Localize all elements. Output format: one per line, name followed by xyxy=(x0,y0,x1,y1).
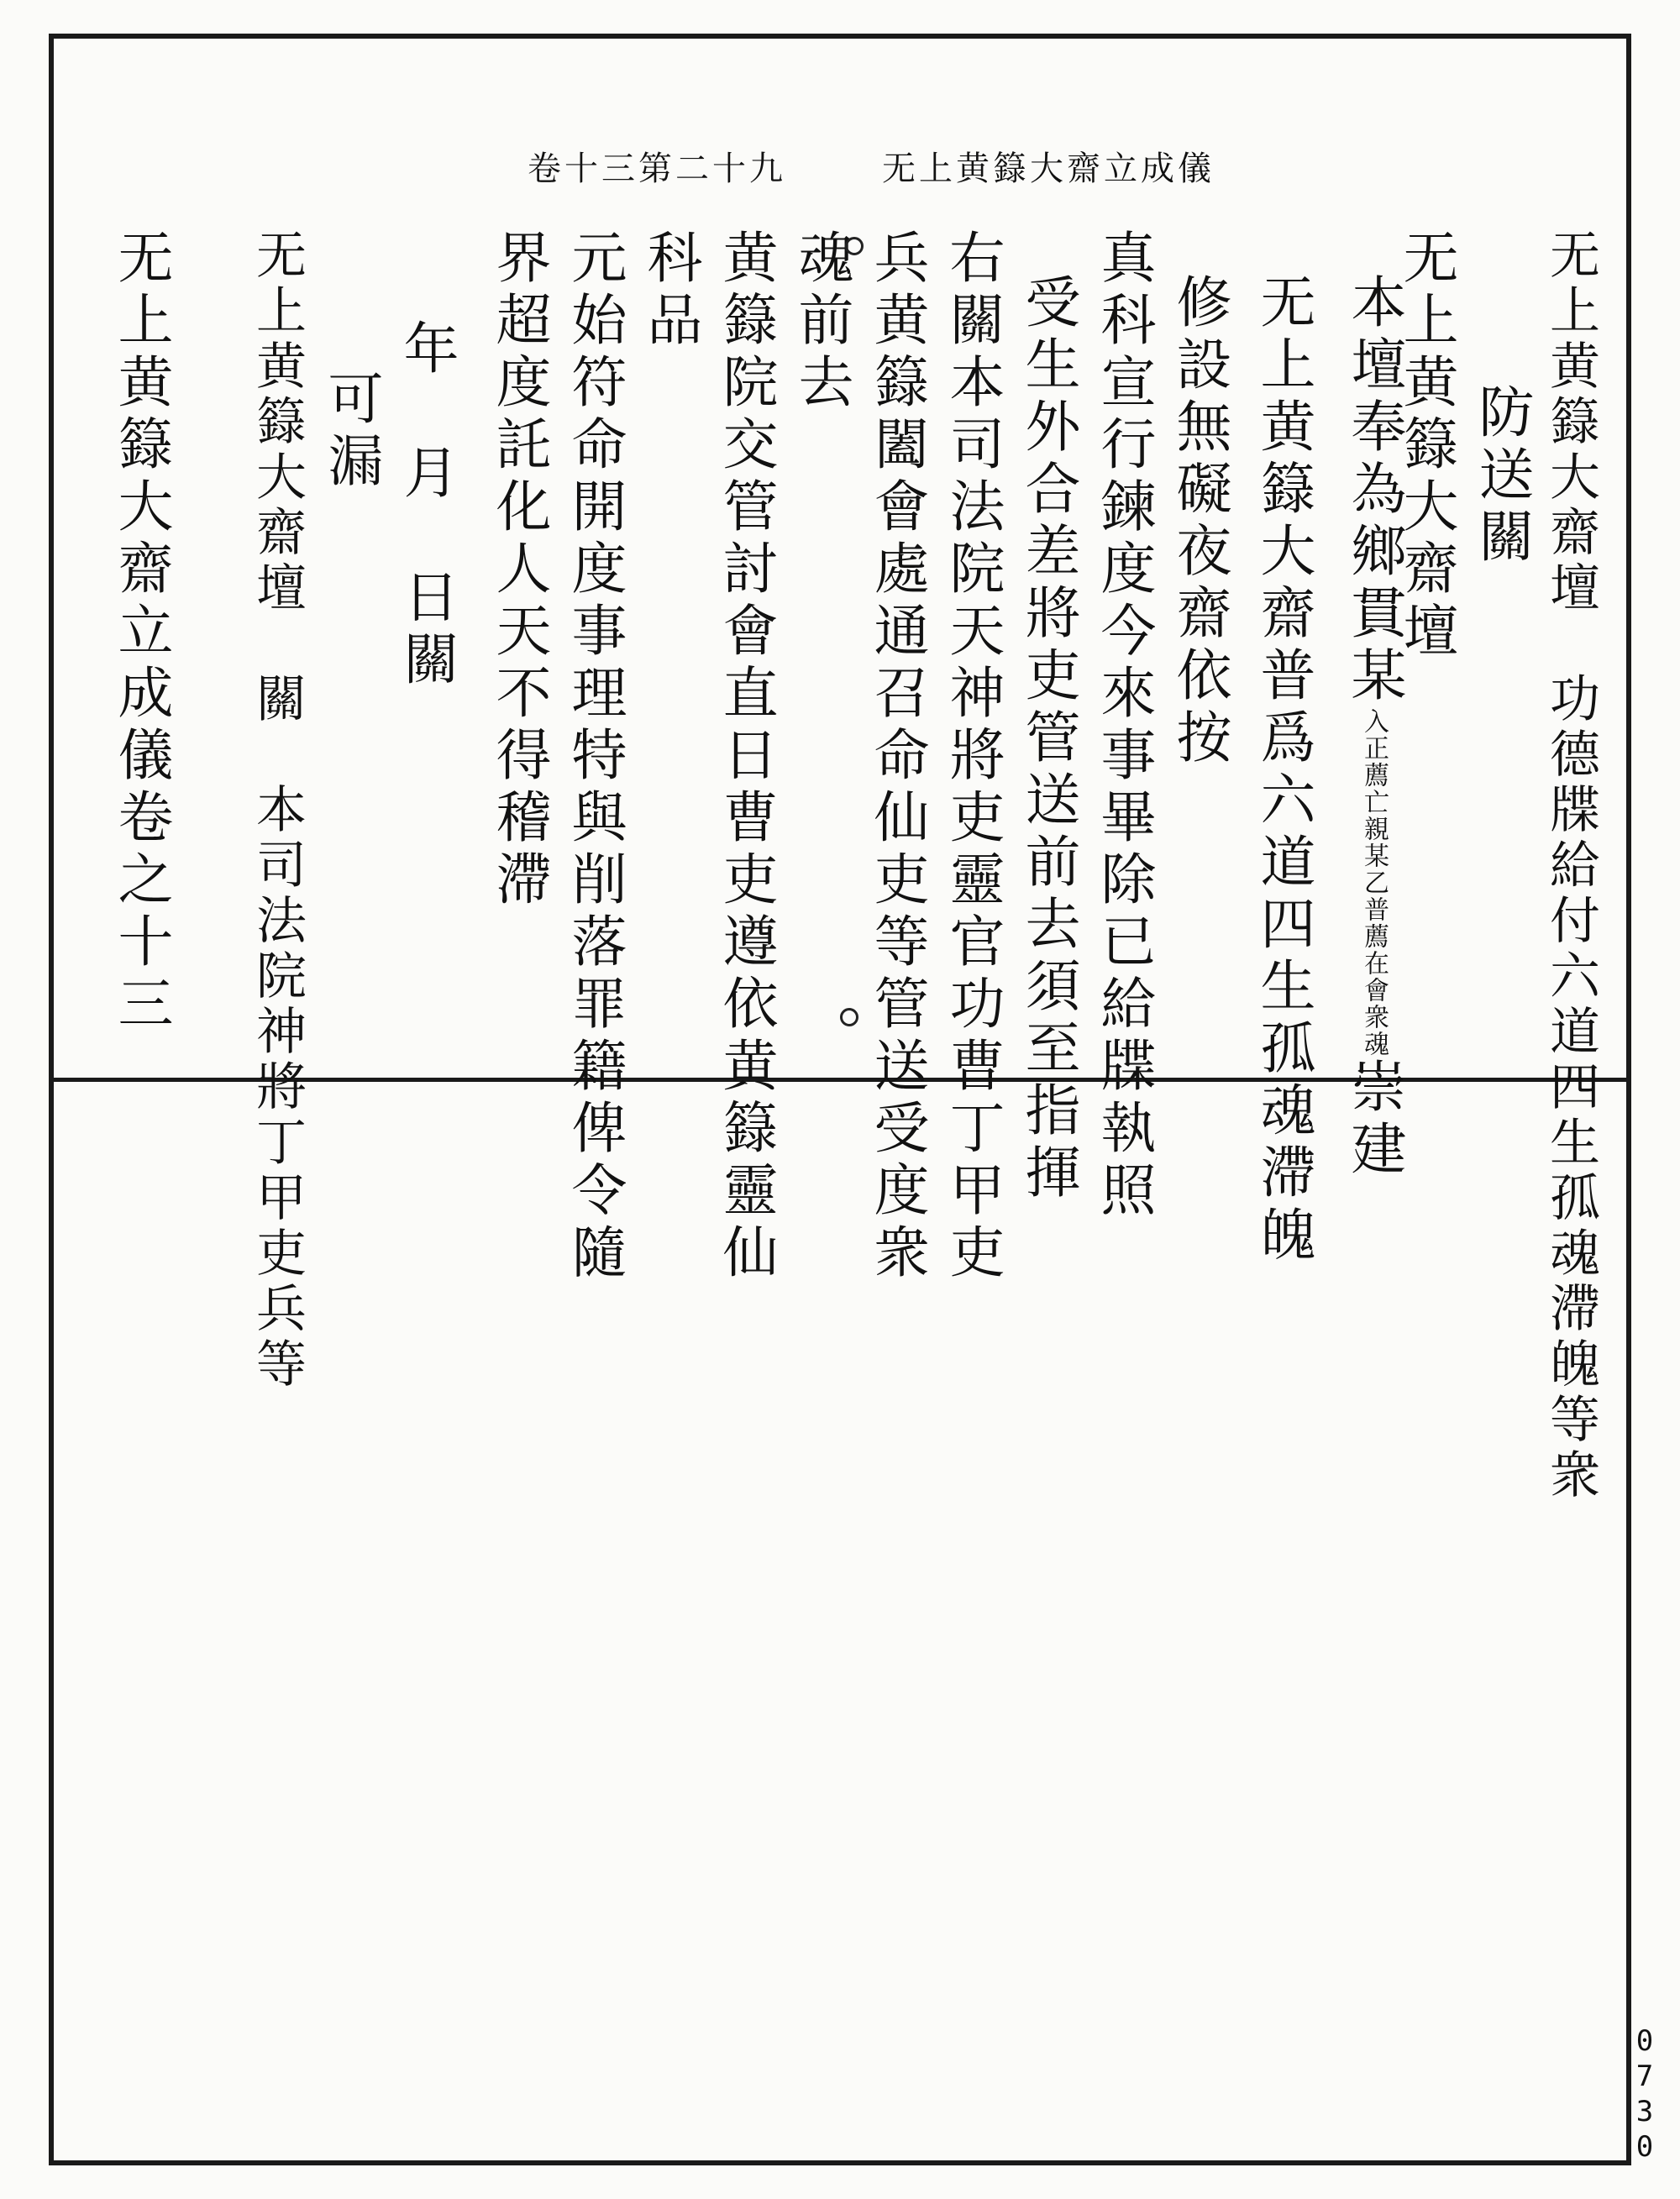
text-column: 受生外合差將吏管送前去須至指揮 xyxy=(1016,273,1080,1205)
text-column: 无上黄籙大齋壇 功德牒給付六道四生孤魂滯魄等衆 xyxy=(1541,228,1600,1504)
text-column: 右關本司法院天神將吏靈官功曹丁甲吏 xyxy=(940,228,1005,1285)
circle-mark-icon xyxy=(840,1008,858,1026)
text-column: 科品 xyxy=(638,228,702,353)
text-column: 无上黄籙大齋壇 關 本司法院神將丁甲吏兵等 xyxy=(248,228,307,1393)
header-volume: 卷十三第二十九 xyxy=(528,150,786,188)
text-column: 年 月 日關 xyxy=(394,319,459,692)
text-column: 真科宣行鍊度今來事畢除已給牒執照 xyxy=(1091,228,1156,1223)
text-column: 黄籙院交管討會直日曹吏遵依黄籙靈仙 xyxy=(713,228,778,1285)
text-column: 兵黄籙闔會處通召命仙吏等管送受度衆 xyxy=(864,228,929,1285)
text-column: 无上黄籙大齋壇 xyxy=(1394,228,1458,664)
text-column: 魂前去 xyxy=(789,228,853,415)
circle-mark-icon xyxy=(845,237,864,255)
text-column-with-note xyxy=(1326,273,1406,1182)
text-column: 无上黄籙大齋立成儀卷之十三 xyxy=(108,228,173,1037)
text-column: 修設無礙夜齋依按 xyxy=(1167,273,1231,770)
running-header xyxy=(0,150,1680,188)
text-column: 元始符命開度事理特與削落罪籍俾令隨 xyxy=(562,228,627,1285)
text-column: 无上黄籙大齋普爲六道四生孤魂滯魄 xyxy=(1251,273,1315,1267)
page-number: 0730 xyxy=(1628,2024,1662,2165)
column-text: 本壇奉為鄉貫某 xyxy=(1341,273,1406,708)
column-tail: 崇建 xyxy=(1341,1058,1406,1182)
text-column: 界超度託化人天不得稽滯 xyxy=(486,228,551,912)
interlinear-note: 入正薦亡親某乙普薦在會衆魂 xyxy=(1359,708,1389,1058)
text-column: 防送關 xyxy=(1469,383,1534,569)
header-title: 无上黄籙大齋立成儀 xyxy=(882,150,1215,188)
text-column: 可漏 xyxy=(318,370,383,494)
